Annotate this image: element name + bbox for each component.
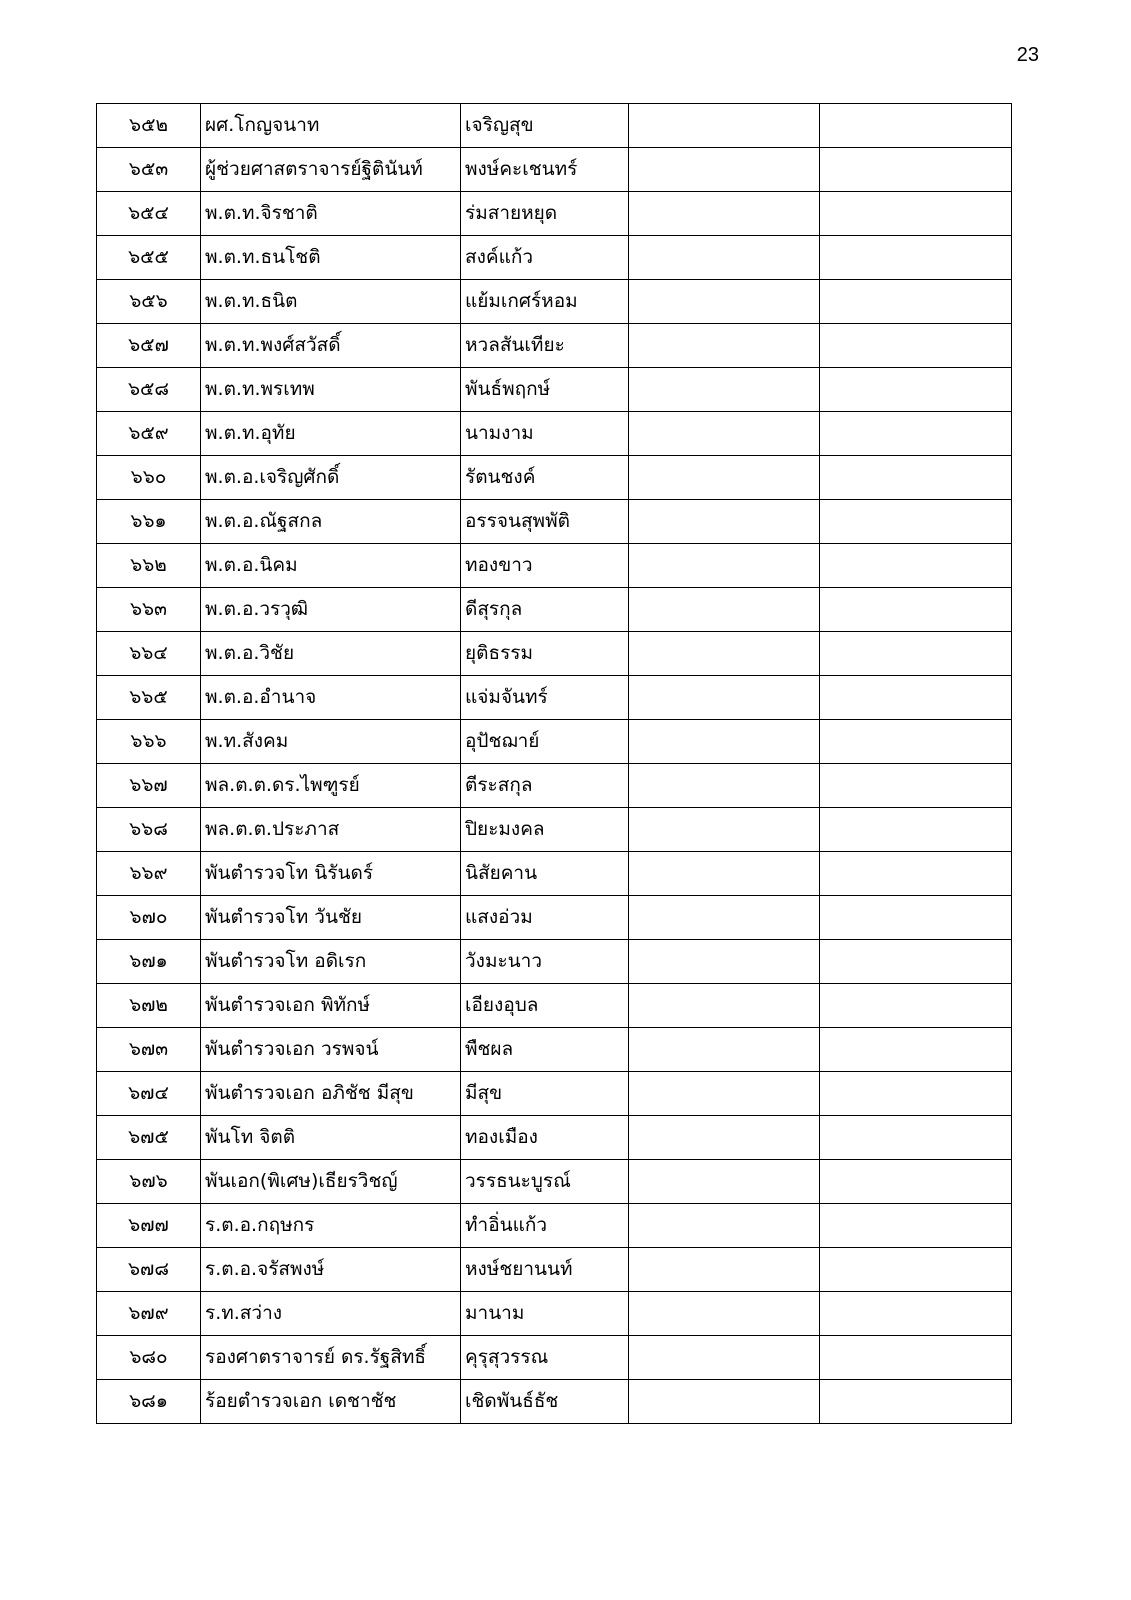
- blank-cell: [629, 544, 820, 588]
- blank-cell: [820, 324, 1012, 368]
- row-number-cell: ๖๕๖: [97, 280, 201, 324]
- row-number-cell: ๖๖๓: [97, 588, 201, 632]
- table-row: [97, 720, 1012, 764]
- table-row: [97, 1336, 1012, 1380]
- row-number-cell: ๖๗๘: [97, 1248, 201, 1292]
- row-number-cell: ๖๘๐: [97, 1336, 201, 1380]
- row-number-cell: ๖๗๔: [97, 1072, 201, 1116]
- blank-cell: [629, 1160, 820, 1204]
- blank-cell: [820, 984, 1012, 1028]
- last-name-cell: มานาม: [461, 1292, 629, 1336]
- first-name-cell: พ.ต.ท.ธนิต: [201, 280, 461, 324]
- row-number-cell: ๖๖๘: [97, 808, 201, 852]
- last-name-cell: ดีสุรกุล: [461, 588, 629, 632]
- row-number-cell: ๖๗๙: [97, 1292, 201, 1336]
- first-name-cell: พ.ต.อ.เจริญศักดิ์: [201, 456, 461, 500]
- blank-cell: [629, 984, 820, 1028]
- first-name-cell: ร.ต.อ.กฤษกร: [201, 1204, 461, 1248]
- row-number-cell: ๖๖๔: [97, 632, 201, 676]
- table-row: [97, 632, 1012, 676]
- first-name-cell: พันตำรวจเอก วรพจน์: [201, 1028, 461, 1072]
- row-number-cell: ๖๖๙: [97, 852, 201, 896]
- last-name-cell: หงษ์ชยานนท์: [461, 1248, 629, 1292]
- table-row: [97, 104, 1012, 148]
- blank-cell: [820, 544, 1012, 588]
- blank-cell: [629, 500, 820, 544]
- blank-cell: [629, 720, 820, 764]
- blank-cell: [629, 588, 820, 632]
- blank-cell: [629, 1380, 820, 1424]
- last-name-cell: คุรุสุวรรณ: [461, 1336, 629, 1380]
- table-row: [97, 764, 1012, 808]
- blank-cell: [820, 896, 1012, 940]
- first-name-cell: พันเอก(พิเศษ)เธียรวิชญ์: [201, 1160, 461, 1204]
- blank-cell: [629, 412, 820, 456]
- row-number-cell: ๖๗๓: [97, 1028, 201, 1072]
- last-name-cell: หวลสันเทียะ: [461, 324, 629, 368]
- blank-cell: [820, 676, 1012, 720]
- blank-cell: [629, 1204, 820, 1248]
- row-number-cell: ๖๕๔: [97, 192, 201, 236]
- table-row: [97, 500, 1012, 544]
- row-number-cell: ๖๖๐: [97, 456, 201, 500]
- blank-cell: [820, 852, 1012, 896]
- last-name-cell: สงค์แก้ว: [461, 236, 629, 280]
- row-number-cell: ๖๕๗: [97, 324, 201, 368]
- row-number-cell: ๖๖๒: [97, 544, 201, 588]
- first-name-cell: พ.ต.อ.อำนาจ: [201, 676, 461, 720]
- table-row: [97, 192, 1012, 236]
- last-name-cell: วังมะนาว: [461, 940, 629, 984]
- table-row: [97, 676, 1012, 720]
- table-row: [97, 1248, 1012, 1292]
- table-row: [97, 280, 1012, 324]
- table-row: [97, 1160, 1012, 1204]
- blank-cell: [629, 1072, 820, 1116]
- blank-cell: [820, 720, 1012, 764]
- last-name-cell: พงษ์คะเชนทร์: [461, 148, 629, 192]
- last-name-cell: เชิดพันธ์ธัช: [461, 1380, 629, 1424]
- first-name-cell: ผู้ช่วยศาสตราจารย์ฐิตินันท์: [201, 148, 461, 192]
- table-row: [97, 1380, 1012, 1424]
- blank-cell: [820, 632, 1012, 676]
- table-row: [97, 148, 1012, 192]
- row-number-cell: ๖๖๗: [97, 764, 201, 808]
- table-row: [97, 368, 1012, 412]
- first-name-cell: พ.ต.ท.ธนโชติ: [201, 236, 461, 280]
- table-row: [97, 1116, 1012, 1160]
- row-number-cell: ๖๖๖: [97, 720, 201, 764]
- blank-cell: [629, 148, 820, 192]
- row-number-cell: ๖๗๑: [97, 940, 201, 984]
- table-row: [97, 984, 1012, 1028]
- blank-cell: [629, 676, 820, 720]
- row-number-cell: ๖๘๑: [97, 1380, 201, 1424]
- row-number-cell: ๖๕๙: [97, 412, 201, 456]
- row-number-cell: ๖๕๒: [97, 104, 201, 148]
- table-row: [97, 808, 1012, 852]
- last-name-cell: พืชผล: [461, 1028, 629, 1072]
- blank-cell: [629, 1336, 820, 1380]
- blank-cell: [820, 1336, 1012, 1380]
- blank-cell: [629, 1116, 820, 1160]
- row-number-cell: ๖๕๓: [97, 148, 201, 192]
- first-name-cell: ผศ.โกญจนาท: [201, 104, 461, 148]
- row-number-cell: ๖๗๒: [97, 984, 201, 1028]
- blank-cell: [629, 324, 820, 368]
- first-name-cell: พ.ต.อ.วรวุฒิ: [201, 588, 461, 632]
- roster-table: [96, 103, 1012, 1424]
- table-row: [97, 236, 1012, 280]
- page-number: 23: [1016, 44, 1039, 66]
- first-name-cell: รองศาตราจารย์ ดร.รัฐสิทธิ์: [201, 1336, 461, 1380]
- blank-cell: [820, 368, 1012, 412]
- last-name-cell: อุปัชฌาย์: [461, 720, 629, 764]
- first-name-cell: พ.ต.ท.อุทัย: [201, 412, 461, 456]
- table-row: [97, 1072, 1012, 1116]
- blank-cell: [820, 588, 1012, 632]
- blank-cell: [629, 192, 820, 236]
- last-name-cell: พันธ์พฤกษ์: [461, 368, 629, 412]
- blank-cell: [820, 236, 1012, 280]
- first-name-cell: พล.ต.ต.ดร.ไพฑูรย์: [201, 764, 461, 808]
- last-name-cell: ทำอิ่นแก้ว: [461, 1204, 629, 1248]
- blank-cell: [629, 852, 820, 896]
- table-row: [97, 544, 1012, 588]
- row-number-cell: ๖๗๐: [97, 896, 201, 940]
- blank-cell: [820, 1248, 1012, 1292]
- table-row: [97, 1204, 1012, 1248]
- table-row: [97, 456, 1012, 500]
- last-name-cell: เอียงอุบล: [461, 984, 629, 1028]
- first-name-cell: พันโท จิตติ: [201, 1116, 461, 1160]
- first-name-cell: ร.ต.อ.จรัสพงษ์: [201, 1248, 461, 1292]
- blank-cell: [629, 808, 820, 852]
- last-name-cell: วรรธนะบูรณ์: [461, 1160, 629, 1204]
- last-name-cell: เจริญสุข: [461, 104, 629, 148]
- table-row: [97, 324, 1012, 368]
- table-row: [97, 852, 1012, 896]
- roster-table-body: [97, 104, 1012, 1424]
- last-name-cell: ร่มสายหยุด: [461, 192, 629, 236]
- blank-cell: [820, 456, 1012, 500]
- blank-cell: [820, 412, 1012, 456]
- blank-cell: [629, 896, 820, 940]
- blank-cell: [629, 940, 820, 984]
- table-row: [97, 1028, 1012, 1072]
- row-number-cell: ๖๗๗: [97, 1204, 201, 1248]
- first-name-cell: พ.ต.ท.พงศ์สวัสดิ์: [201, 324, 461, 368]
- blank-cell: [820, 500, 1012, 544]
- first-name-cell: พ.ต.อ.นิคม: [201, 544, 461, 588]
- first-name-cell: ร้อยตำรวจเอก เดชาชัช: [201, 1380, 461, 1424]
- first-name-cell: พันตำรวจโท นิรันดร์: [201, 852, 461, 896]
- first-name-cell: พันตำรวจเอก อภิชัช มีสุข: [201, 1072, 461, 1116]
- row-number-cell: ๖๖๑: [97, 500, 201, 544]
- blank-cell: [629, 1028, 820, 1072]
- blank-cell: [820, 1072, 1012, 1116]
- blank-cell: [629, 280, 820, 324]
- blank-cell: [629, 1248, 820, 1292]
- last-name-cell: แจ่มจันทร์: [461, 676, 629, 720]
- first-name-cell: พ.ต.ท.จิรชาติ: [201, 192, 461, 236]
- blank-cell: [820, 808, 1012, 852]
- first-name-cell: พ.ต.ท.พรเทพ: [201, 368, 461, 412]
- table-row: [97, 940, 1012, 984]
- last-name-cell: นามงาม: [461, 412, 629, 456]
- last-name-cell: ปิยะมงคล: [461, 808, 629, 852]
- last-name-cell: แย้มเกศร์หอม: [461, 280, 629, 324]
- last-name-cell: มีสุข: [461, 1072, 629, 1116]
- row-number-cell: ๖๗๖: [97, 1160, 201, 1204]
- row-number-cell: ๖๕๘: [97, 368, 201, 412]
- first-name-cell: พล.ต.ต.ประภาส: [201, 808, 461, 852]
- table-row: [97, 588, 1012, 632]
- last-name-cell: ยุติธรรม: [461, 632, 629, 676]
- blank-cell: [629, 632, 820, 676]
- table-row: [97, 896, 1012, 940]
- last-name-cell: นิสัยคาน: [461, 852, 629, 896]
- blank-cell: [820, 1116, 1012, 1160]
- row-number-cell: ๖๕๕: [97, 236, 201, 280]
- row-number-cell: ๖๗๕: [97, 1116, 201, 1160]
- row-number-cell: ๖๖๕: [97, 676, 201, 720]
- blank-cell: [820, 192, 1012, 236]
- blank-cell: [820, 1028, 1012, 1072]
- last-name-cell: ทองเมือง: [461, 1116, 629, 1160]
- blank-cell: [820, 1204, 1012, 1248]
- blank-cell: [629, 764, 820, 808]
- last-name-cell: ทองขาว: [461, 544, 629, 588]
- blank-cell: [820, 764, 1012, 808]
- table-row: [97, 1292, 1012, 1336]
- first-name-cell: พ.ต.อ.ณัฐสกล: [201, 500, 461, 544]
- first-name-cell: พันตำรวจเอก พิทักษ์: [201, 984, 461, 1028]
- last-name-cell: อรรจนสุพพัติ: [461, 500, 629, 544]
- last-name-cell: แสงอ่วม: [461, 896, 629, 940]
- first-name-cell: พันตำรวจโท วันชัย: [201, 896, 461, 940]
- blank-cell: [629, 104, 820, 148]
- first-name-cell: พันตำรวจโท อดิเรก: [201, 940, 461, 984]
- blank-cell: [629, 1292, 820, 1336]
- last-name-cell: รัตนชงค์: [461, 456, 629, 500]
- first-name-cell: พ.ต.อ.วิชัย: [201, 632, 461, 676]
- blank-cell: [820, 148, 1012, 192]
- blank-cell: [820, 104, 1012, 148]
- first-name-cell: พ.ท.สังคม: [201, 720, 461, 764]
- blank-cell: [820, 1380, 1012, 1424]
- blank-cell: [820, 1292, 1012, 1336]
- table-row: [97, 412, 1012, 456]
- first-name-cell: ร.ท.สว่าง: [201, 1292, 461, 1336]
- blank-cell: [820, 940, 1012, 984]
- blank-cell: [629, 456, 820, 500]
- blank-cell: [629, 236, 820, 280]
- blank-cell: [629, 368, 820, 412]
- last-name-cell: ตีระสกุล: [461, 764, 629, 808]
- blank-cell: [820, 280, 1012, 324]
- blank-cell: [820, 1160, 1012, 1204]
